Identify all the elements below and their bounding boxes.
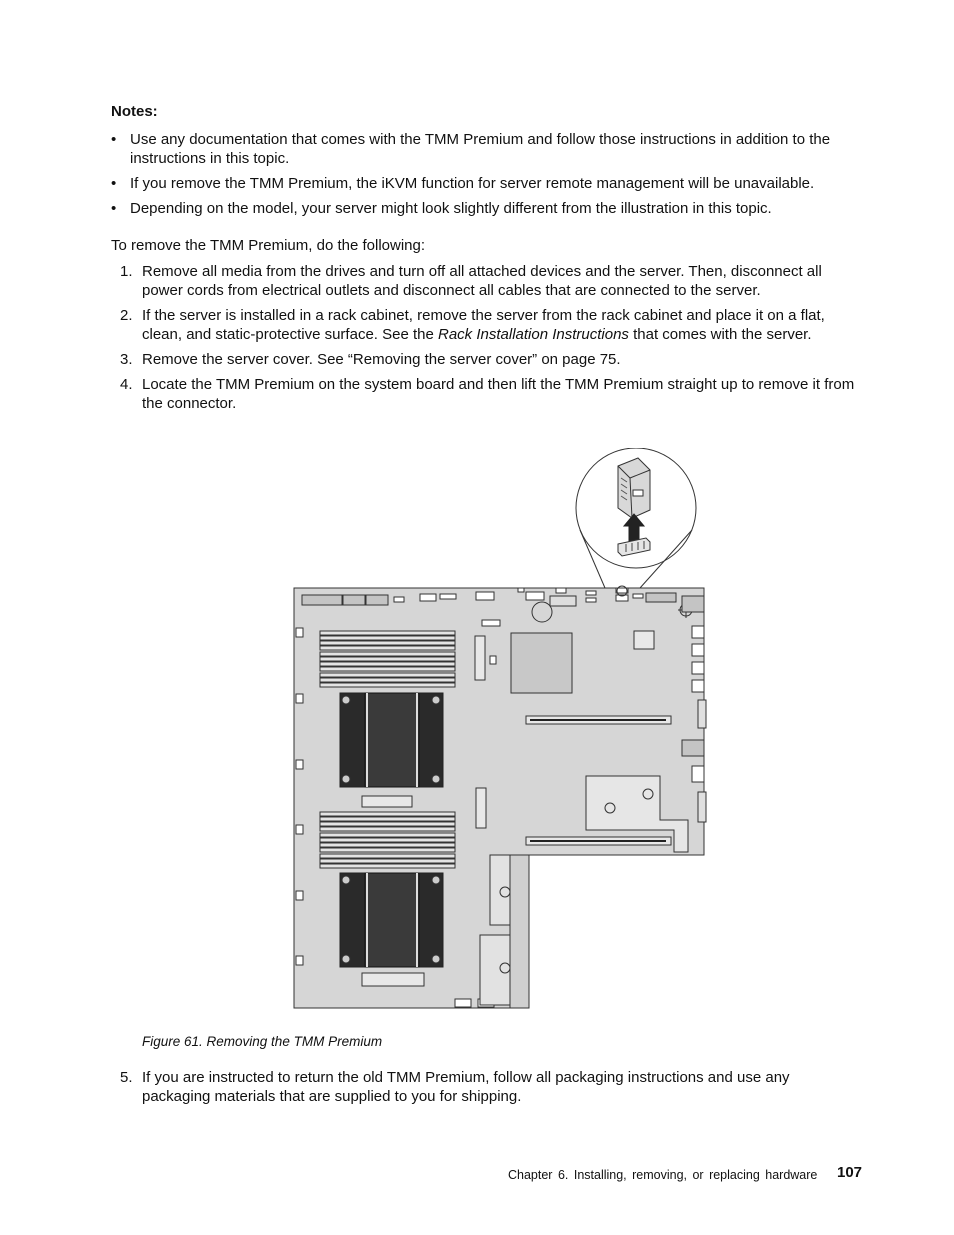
step-text-end: that comes with the server. [628, 326, 812, 343]
bullet-symbol: • [111, 131, 117, 148]
step-number: 2. [120, 307, 133, 324]
step-number: 3. [120, 351, 133, 368]
note-text: If you remove the TMM Premium, the iKVM function for server remote management will be unavailable. [130, 175, 815, 192]
dimm-slots-lower [320, 812, 455, 868]
step-text: Remove the server cover. See “Removing the server cover” on page 75. [142, 351, 621, 368]
tmm-detail-callout [576, 448, 696, 588]
step-text-start: If the server is installed in a rack cabinet, remove the server from the rack cabinet and place it on a flat, clean, and static-protective surface. See the [142, 307, 825, 343]
step-text: Locate the TMM Premium on the system board and then lift the TMM Premium straight up to remove it from the connector. [142, 376, 855, 412]
bullet-symbol: • [111, 200, 117, 217]
rack-installation-reference: Rack Installation Instructions [438, 326, 629, 343]
step-text [142, 306, 860, 344]
note-text: Depending on the model, your server might look slightly different from the illustration in this topic. [130, 200, 772, 217]
page-number: 107 [837, 1164, 863, 1181]
procedure-intro: To remove the TMM Premium, do the following: [111, 237, 426, 254]
notes-heading: Notes: [111, 103, 158, 120]
step-number: 5. [120, 1069, 133, 1086]
bullet-symbol: • [111, 175, 117, 192]
dimm-slots-upper [320, 631, 455, 687]
figure-caption: Figure 61. Removing the TMM Premium [142, 1034, 383, 1049]
note-bullet-3 [111, 199, 856, 218]
note-bullet-1 [111, 130, 856, 168]
system-board-illustration [290, 448, 710, 1013]
step-text: Remove all media from the drives and turn off all attached devices and the server. Then, disconnect all power cords from electrical outlets and disconnect all cables that are connected to the server. [142, 263, 822, 299]
step-number: 4. [120, 376, 133, 393]
heat-sink-lower [340, 873, 443, 967]
step-number: 1. [120, 263, 133, 280]
step-text: If you are instructed to return the old TMM Premium, follow all packaging instructions and use any packaging materials that are supplied to you for shipping. [142, 1069, 790, 1105]
heat-sink-upper [340, 693, 443, 787]
footer-chapter: Chapter 6. Installing, removing, or replacing hardware [508, 1168, 818, 1182]
note-bullet-2 [111, 174, 856, 193]
note-text: Use any documentation that comes with the TMM Premium and follow those instructions in addition to the instructions in this topic. [130, 131, 831, 167]
